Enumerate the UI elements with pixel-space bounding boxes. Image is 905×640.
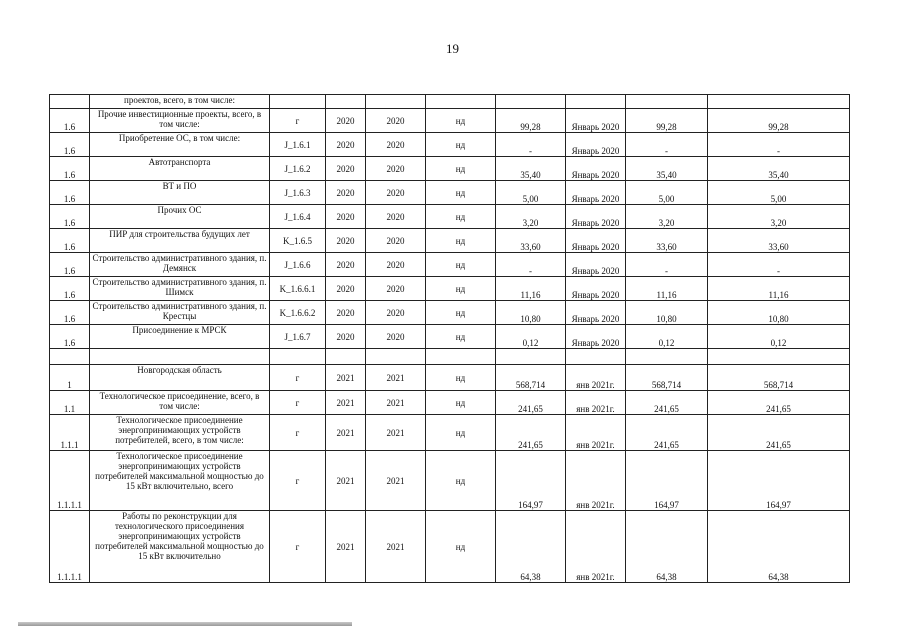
row-name: Технологическое присоединение энергопринимающих устройств потребителей максимальной мощностью до 15 кВт включительно, всего (90, 451, 270, 511)
row-value-1: 33,60 (496, 229, 566, 253)
row-value-1: - (496, 253, 566, 277)
row-year-start: 2020 (326, 181, 366, 205)
row-nd: нд (426, 157, 496, 181)
row-code: г (270, 109, 326, 133)
row-nd: нд (426, 181, 496, 205)
row-year-end: 2020 (366, 205, 426, 229)
row-value-3: 164,97 (708, 451, 850, 511)
row-number: 1.1.1.1 (50, 511, 90, 583)
row-year-start: 2020 (326, 325, 366, 349)
scan-artifact-line (18, 622, 352, 626)
row-name: Автотранспорта (90, 157, 270, 181)
row-year-end: 2020 (366, 181, 426, 205)
row-year-start: 2020 (326, 277, 366, 301)
row-number: 1.6 (50, 181, 90, 205)
row-value-3 (708, 349, 850, 365)
row-code: J_1.6.3 (270, 181, 326, 205)
row-code: г (270, 365, 326, 391)
row-code: J_1.6.6 (270, 253, 326, 277)
row-value-2: - (626, 253, 708, 277)
row-value-3: 3,20 (708, 205, 850, 229)
table-row-spacer (50, 349, 850, 365)
row-date: Январь 2020 (566, 181, 626, 205)
row-value-1: 164,97 (496, 451, 566, 511)
row-value-2 (626, 95, 708, 109)
row-code: J_1.6.7 (270, 325, 326, 349)
row-code: K_1.6.6.1 (270, 277, 326, 301)
row-year-start (326, 349, 366, 365)
row-value-3: 64,38 (708, 511, 850, 583)
row-value-2: 5,00 (626, 181, 708, 205)
row-value-1: 3,20 (496, 205, 566, 229)
row-nd: нд (426, 205, 496, 229)
page-number: 19 (446, 41, 459, 56)
row-year-end (366, 349, 426, 365)
row-value-1: 10,80 (496, 301, 566, 325)
row-value-2 (626, 349, 708, 365)
row-value-1: 99,28 (496, 109, 566, 133)
row-value-1 (496, 349, 566, 365)
row-value-1: 64,38 (496, 511, 566, 583)
row-date: Январь 2020 (566, 301, 626, 325)
row-year-start: 2020 (326, 157, 366, 181)
table-row (50, 301, 850, 325)
table-row (50, 391, 850, 415)
row-nd: нд (426, 133, 496, 157)
table-row (50, 277, 850, 301)
row-value-3: 568,714 (708, 365, 850, 391)
row-value-2: 0,12 (626, 325, 708, 349)
row-date: янв 2021г. (566, 365, 626, 391)
row-value-1: - (496, 133, 566, 157)
table-row (50, 181, 850, 205)
row-number (50, 349, 90, 365)
row-nd: нд (426, 415, 496, 451)
row-nd: нд (426, 365, 496, 391)
row-code: г (270, 451, 326, 511)
row-date: Январь 2020 (566, 253, 626, 277)
row-value-1: 11,16 (496, 277, 566, 301)
row-number: 1.6 (50, 325, 90, 349)
table-body (50, 95, 850, 583)
row-year-end: 2021 (366, 391, 426, 415)
row-date: Январь 2020 (566, 157, 626, 181)
row-value-3: 99,28 (708, 109, 850, 133)
row-value-3: 35,40 (708, 157, 850, 181)
row-date: янв 2021г. (566, 451, 626, 511)
row-number: 1.6 (50, 109, 90, 133)
row-year-start (326, 95, 366, 109)
row-nd (426, 349, 496, 365)
row-date: янв 2021г. (566, 391, 626, 415)
row-name: Присоединение к МРСК (90, 325, 270, 349)
row-code (270, 95, 326, 109)
row-number: 1.1.1 (50, 415, 90, 451)
row-code: J_1.6.2 (270, 157, 326, 181)
row-number: 1.6 (50, 301, 90, 325)
row-year-end: 2021 (366, 415, 426, 451)
row-value-3: 241,65 (708, 391, 850, 415)
table-row (50, 365, 850, 391)
row-value-1: 241,65 (496, 415, 566, 451)
row-date: янв 2021г. (566, 415, 626, 451)
row-nd: нд (426, 277, 496, 301)
row-name: Строительство административного здания, п. Демянск (90, 253, 270, 277)
row-year-end: 2020 (366, 229, 426, 253)
row-year-end: 2021 (366, 511, 426, 583)
row-name: Прочие инвестиционные проекты, всего, в том числе: (90, 109, 270, 133)
row-value-1: 568,714 (496, 365, 566, 391)
row-value-3: 241,65 (708, 415, 850, 451)
table-row (50, 95, 850, 109)
row-year-end: 2020 (366, 133, 426, 157)
row-nd: нд (426, 229, 496, 253)
row-value-3: 33,60 (708, 229, 850, 253)
row-nd: нд (426, 325, 496, 349)
row-year-start: 2021 (326, 511, 366, 583)
row-date: Январь 2020 (566, 133, 626, 157)
row-value-2: 10,80 (626, 301, 708, 325)
table-row (50, 451, 850, 511)
row-value-1: 241,65 (496, 391, 566, 415)
row-value-3: - (708, 253, 850, 277)
row-date: Январь 2020 (566, 325, 626, 349)
row-code: г (270, 511, 326, 583)
row-year-start: 2020 (326, 253, 366, 277)
row-number: 1.1 (50, 391, 90, 415)
row-name (90, 349, 270, 365)
row-year-start: 2021 (326, 415, 366, 451)
table-row (50, 229, 850, 253)
table-row (50, 133, 850, 157)
row-value-3: 11,16 (708, 277, 850, 301)
row-year-start: 2021 (326, 451, 366, 511)
row-value-3: 0,12 (708, 325, 850, 349)
row-date: Январь 2020 (566, 205, 626, 229)
row-name: Строительство административного здания, п. Крестцы (90, 301, 270, 325)
row-name: Работы по реконструкции для технологического присоединения энергопринимающих устройств потребителей максимальной мощностью до 15 кВт включительно (90, 511, 270, 583)
row-name: Строительство административного здания, п. Шимск (90, 277, 270, 301)
row-year-end: 2021 (366, 451, 426, 511)
row-year-end: 2020 (366, 277, 426, 301)
row-year-end: 2020 (366, 157, 426, 181)
row-code: г (270, 391, 326, 415)
row-value-3 (708, 95, 850, 109)
row-name: Технологическое присоединение энергопринимающих устройств потребителей, всего, в том числе: (90, 415, 270, 451)
row-year-start: 2021 (326, 391, 366, 415)
row-year-end (366, 95, 426, 109)
table-row (50, 205, 850, 229)
row-number: 1 (50, 365, 90, 391)
row-name: Прочих ОС (90, 205, 270, 229)
row-number: 1.6 (50, 277, 90, 301)
row-number: 1.6 (50, 253, 90, 277)
table-row (50, 415, 850, 451)
row-year-start: 2020 (326, 133, 366, 157)
row-date: Январь 2020 (566, 229, 626, 253)
row-date (566, 349, 626, 365)
row-number: 1.6 (50, 157, 90, 181)
row-value-2: 241,65 (626, 415, 708, 451)
table-row (50, 109, 850, 133)
row-value-2: 99,28 (626, 109, 708, 133)
row-value-3: - (708, 133, 850, 157)
row-nd (426, 95, 496, 109)
row-name: Приобретение ОС, в том числе: (90, 133, 270, 157)
investment-table (49, 94, 850, 583)
row-year-start: 2020 (326, 301, 366, 325)
row-value-2: 64,38 (626, 511, 708, 583)
row-code: K_1.6.5 (270, 229, 326, 253)
row-nd: нд (426, 451, 496, 511)
row-value-1: 0,12 (496, 325, 566, 349)
row-date (566, 95, 626, 109)
row-name: Новгородская область (90, 365, 270, 391)
row-code: K_1.6.6.2 (270, 301, 326, 325)
row-name: ПИР для строительства будущих лет (90, 229, 270, 253)
row-value-2: 33,60 (626, 229, 708, 253)
row-year-end: 2020 (366, 253, 426, 277)
row-code (270, 349, 326, 365)
row-number: 1.6 (50, 205, 90, 229)
table-row (50, 511, 850, 583)
row-value-2: - (626, 133, 708, 157)
row-year-end: 2020 (366, 325, 426, 349)
row-date: Январь 2020 (566, 109, 626, 133)
row-nd: нд (426, 109, 496, 133)
row-nd: нд (426, 253, 496, 277)
row-value-2: 35,40 (626, 157, 708, 181)
row-value-1 (496, 95, 566, 109)
row-value-1: 5,00 (496, 181, 566, 205)
row-name: проектов, всего, в том числе: (90, 95, 270, 109)
row-nd: нд (426, 391, 496, 415)
table-row (50, 157, 850, 181)
row-value-2: 241,65 (626, 391, 708, 415)
row-code: J_1.6.4 (270, 205, 326, 229)
row-number: 1.6 (50, 133, 90, 157)
row-number (50, 95, 90, 109)
row-name: ВТ и ПО (90, 181, 270, 205)
row-value-2: 568,714 (626, 365, 708, 391)
row-value-3: 10,80 (708, 301, 850, 325)
row-number: 1.6 (50, 229, 90, 253)
row-code: J_1.6.1 (270, 133, 326, 157)
row-name: Технологическое присоединение, всего, в том числе: (90, 391, 270, 415)
row-value-1: 35,40 (496, 157, 566, 181)
row-nd: нд (426, 511, 496, 583)
row-date: Январь 2020 (566, 277, 626, 301)
row-nd: нд (426, 301, 496, 325)
table-row (50, 325, 850, 349)
row-value-2: 164,97 (626, 451, 708, 511)
row-value-3: 5,00 (708, 181, 850, 205)
row-code: г (270, 415, 326, 451)
row-year-end: 2020 (366, 301, 426, 325)
row-value-2: 11,16 (626, 277, 708, 301)
row-number: 1.1.1.1 (50, 451, 90, 511)
row-year-end: 2021 (366, 365, 426, 391)
row-year-start: 2020 (326, 205, 366, 229)
row-date: янв 2021г. (566, 511, 626, 583)
table-row (50, 253, 850, 277)
row-year-start: 2021 (326, 365, 366, 391)
row-value-2: 3,20 (626, 205, 708, 229)
row-year-start: 2020 (326, 229, 366, 253)
row-year-start: 2020 (326, 109, 366, 133)
row-year-end: 2020 (366, 109, 426, 133)
